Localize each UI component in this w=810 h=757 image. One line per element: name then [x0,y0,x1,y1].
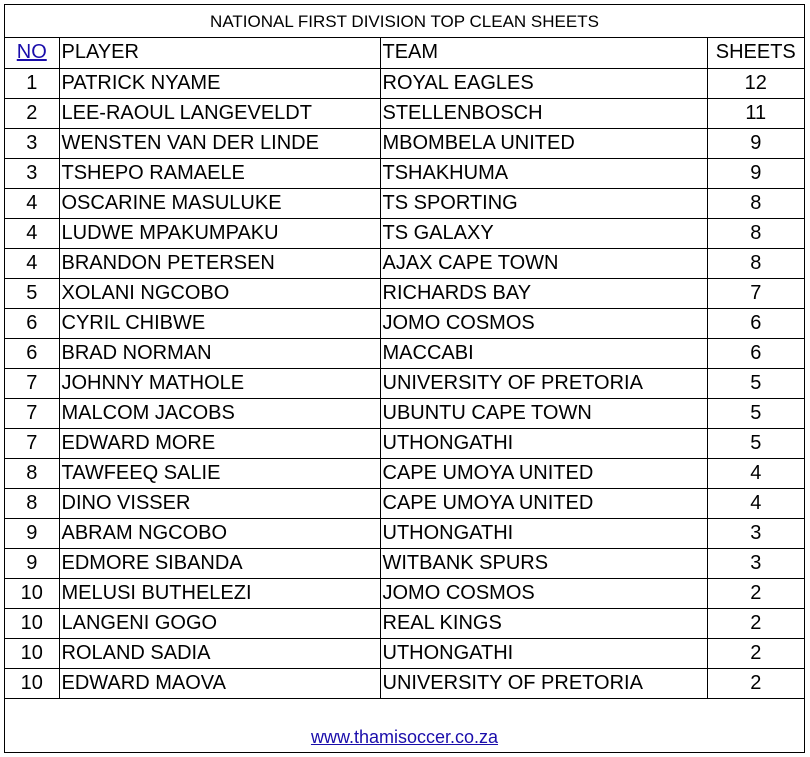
footer [5,722,804,752]
cell-sheets: 2 [707,578,804,608]
cell-sheets: 2 [707,668,804,698]
table-row [5,128,804,158]
table-row [5,188,804,218]
cell-team: JOMO COSMOS [380,308,707,338]
cell-sheets: 12 [707,68,804,98]
cell-team: UNIVERSITY OF PRETORIA [380,668,707,698]
cell-team: MBOMBELA UNITED [380,128,707,158]
cell-sheets: 9 [707,158,804,188]
cell-player: BRAD NORMAN [59,338,380,368]
table-row [5,548,804,578]
table-title: NATIONAL FIRST DIVISION TOP CLEAN SHEETS [5,5,804,38]
table-row [5,428,804,458]
cell-sheets: 4 [707,458,804,488]
cell-no: 8 [5,458,59,488]
cell-no: 6 [5,308,59,338]
cell-player: OSCARINE MASULUKE [59,188,380,218]
cell-sheets: 8 [707,218,804,248]
cell-no: 7 [5,428,59,458]
table-row [5,338,804,368]
cell-sheets: 5 [707,398,804,428]
clean-sheets-table [5,38,804,699]
header-player: PLAYER [59,38,380,68]
cell-sheets: 2 [707,638,804,668]
clean-sheets-table-sheet [4,4,805,753]
cell-sheets: 2 [707,608,804,638]
cell-player: XOLANI NGCOBO [59,278,380,308]
table-row [5,518,804,548]
cell-player: ROLAND SADIA [59,638,380,668]
table-row [5,608,804,638]
cell-no: 9 [5,518,59,548]
table-row [5,398,804,428]
cell-player: EDWARD MORE [59,428,380,458]
table-row [5,668,804,698]
cell-team: UBUNTU CAPE TOWN [380,398,707,428]
cell-team: CAPE UMOYA UNITED [380,458,707,488]
cell-no: 3 [5,158,59,188]
cell-sheets: 3 [707,518,804,548]
cell-no: 6 [5,338,59,368]
table-row [5,278,804,308]
header-sheets: SHEETS [707,38,804,68]
cell-team: STELLENBOSCH [380,98,707,128]
cell-player: MELUSI BUTHELEZI [59,578,380,608]
cell-no: 10 [5,668,59,698]
cell-team: JOMO COSMOS [380,578,707,608]
table-body [5,68,804,698]
cell-player: LANGENI GOGO [59,608,380,638]
cell-sheets: 3 [707,548,804,578]
cell-player: CYRIL CHIBWE [59,308,380,338]
cell-no: 7 [5,368,59,398]
cell-player: JOHNNY MATHOLE [59,368,380,398]
cell-no: 1 [5,68,59,98]
cell-no: 4 [5,218,59,248]
cell-player: TAWFEEQ SALIE [59,458,380,488]
cell-sheets: 8 [707,248,804,278]
cell-player: MALCOM JACOBS [59,398,380,428]
cell-no: 4 [5,188,59,218]
cell-team: AJAX CAPE TOWN [380,248,707,278]
cell-team: UNIVERSITY OF PRETORIA [380,368,707,398]
cell-no: 3 [5,128,59,158]
table-row [5,68,804,98]
cell-no: 8 [5,488,59,518]
table-row [5,98,804,128]
cell-sheets: 6 [707,338,804,368]
cell-team: WITBANK SPURS [380,548,707,578]
table-row [5,368,804,398]
cell-player: LEE-RAOUL LANGEVELDT [59,98,380,128]
cell-no: 5 [5,278,59,308]
table-row [5,638,804,668]
table-row [5,308,804,338]
cell-player: ABRAM NGCOBO [59,518,380,548]
cell-sheets: 6 [707,308,804,338]
cell-team: UTHONGATHI [380,638,707,668]
cell-player: TSHEPO RAMAELE [59,158,380,188]
header-team: TEAM [380,38,707,68]
cell-player: EDMORE SIBANDA [59,548,380,578]
cell-player: LUDWE MPAKUMPAKU [59,218,380,248]
cell-no: 4 [5,248,59,278]
header-row [5,38,804,68]
table-row [5,248,804,278]
cell-team: UTHONGATHI [380,518,707,548]
cell-sheets: 4 [707,488,804,518]
cell-team: UTHONGATHI [380,428,707,458]
cell-player: DINO VISSER [59,488,380,518]
table-row [5,578,804,608]
cell-team: MACCABI [380,338,707,368]
cell-sheets: 8 [707,188,804,218]
cell-no: 10 [5,608,59,638]
header-no[interactable] [5,38,59,68]
cell-sheets: 11 [707,98,804,128]
cell-no: 9 [5,548,59,578]
cell-team: TS GALAXY [380,218,707,248]
cell-sheets: 7 [707,278,804,308]
cell-sheets: 9 [707,128,804,158]
cell-no: 2 [5,98,59,128]
table-row [5,158,804,188]
cell-team: REAL KINGS [380,608,707,638]
cell-sheets: 5 [707,368,804,398]
cell-player: PATRICK NYAME [59,68,380,98]
cell-player: BRANDON PETERSEN [59,248,380,278]
cell-no: 7 [5,398,59,428]
header-no-link[interactable]: NO [16,41,47,64]
cell-team: RICHARDS BAY [380,278,707,308]
cell-team: TS SPORTING [380,188,707,218]
cell-team: TSHAKHUMA [380,158,707,188]
cell-sheets: 5 [707,428,804,458]
table-row [5,218,804,248]
website-link[interactable]: www.thamisoccer.co.za [310,727,499,747]
cell-no: 10 [5,638,59,668]
cell-player: WENSTEN VAN DER LINDE [59,128,380,158]
cell-team: CAPE UMOYA UNITED [380,488,707,518]
table-row [5,488,804,518]
cell-team: ROYAL EAGLES [380,68,707,98]
table-row [5,458,804,488]
cell-player: EDWARD MAOVA [59,668,380,698]
cell-no: 10 [5,578,59,608]
